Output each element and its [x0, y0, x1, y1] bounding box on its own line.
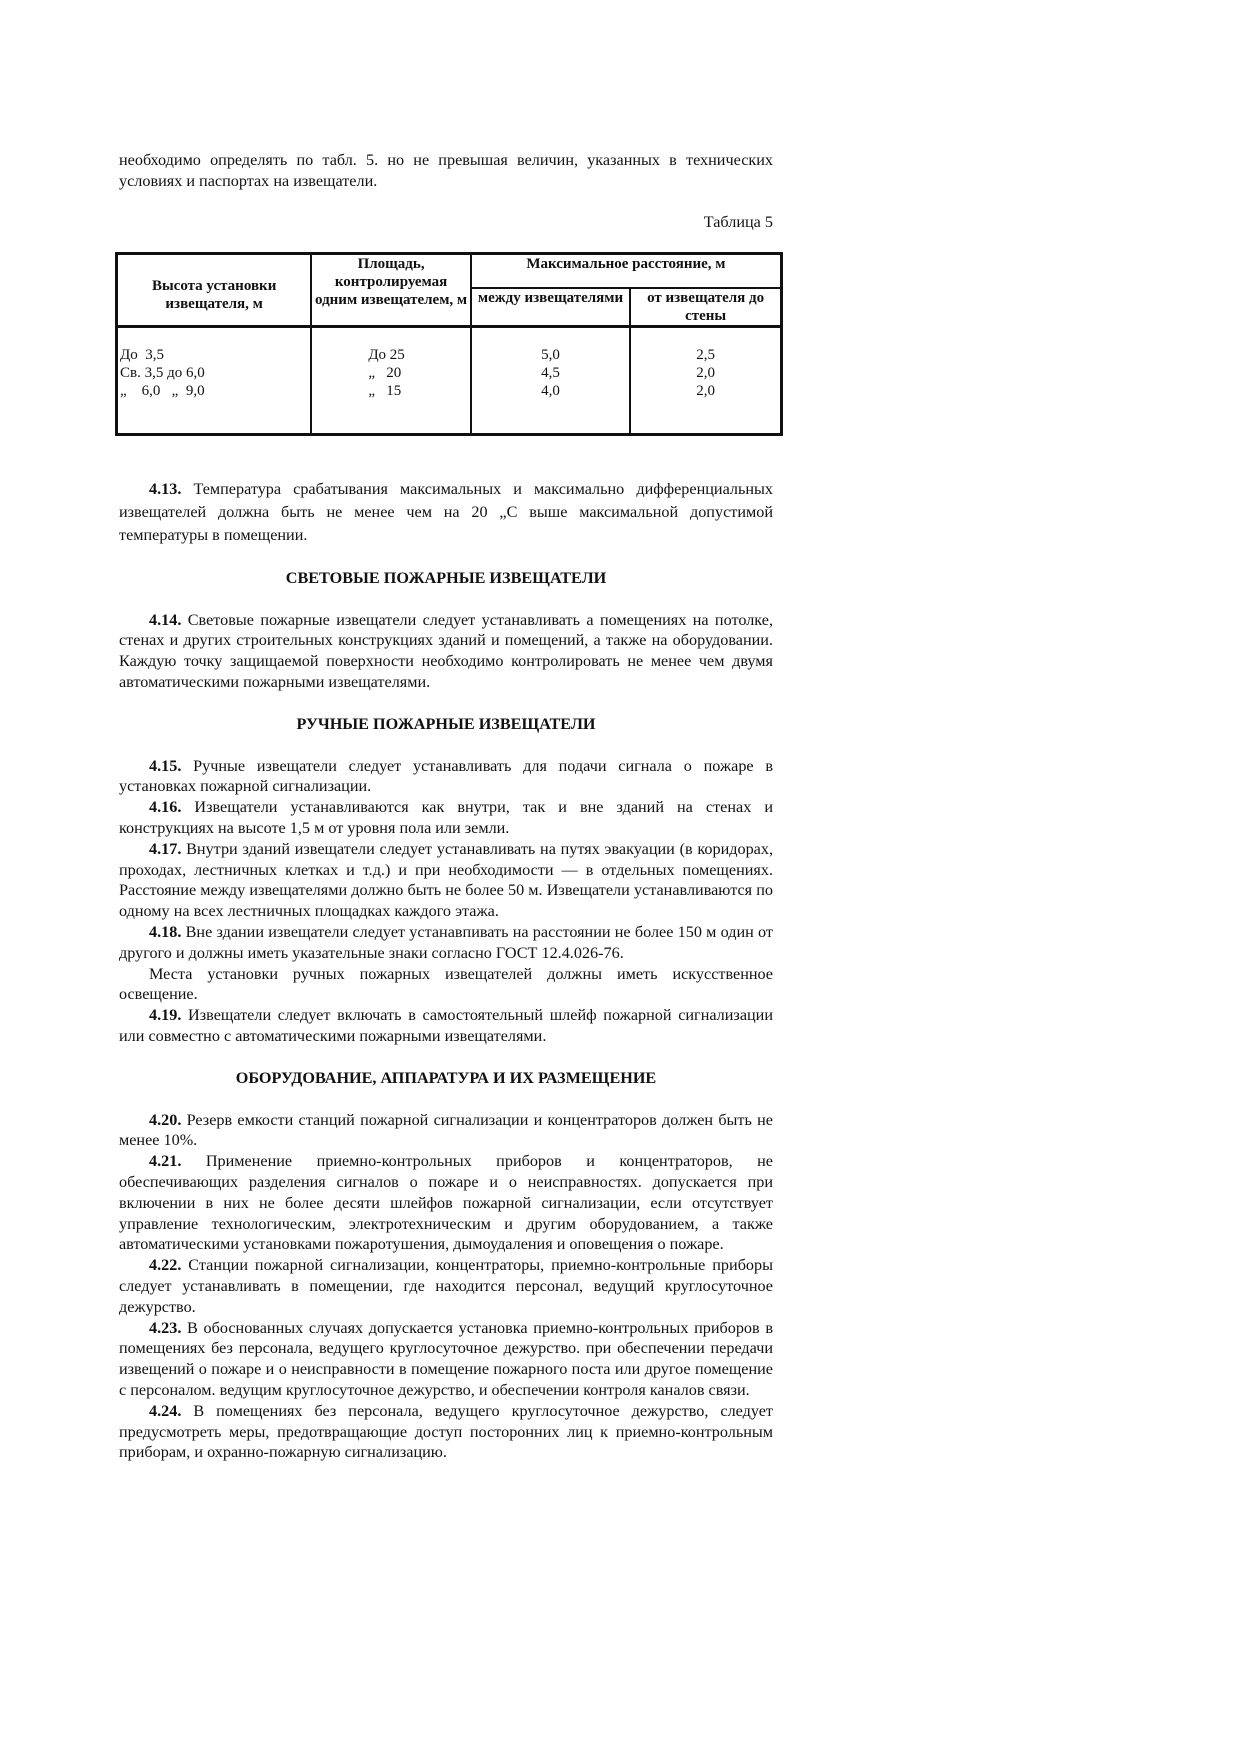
- paragraph-number: 4.14.: [149, 610, 182, 629]
- document-page: [119, 150, 773, 1463]
- table-cell: 4,5: [541, 364, 560, 381]
- paragraph-4-16: [119, 797, 773, 839]
- paragraph-number: 4.18.: [149, 923, 182, 942]
- paragraph-text: Извещатели устанавливаются как внутри, так и вне зданий на стенах и конструкциях на высоте 1,5 м от уровня пола или земли.: [119, 798, 773, 838]
- paragraph-number: 4.15.: [149, 756, 182, 775]
- header-to-wall: от извещателя до стены: [630, 288, 781, 327]
- paragraph-4-21: [119, 1151, 773, 1255]
- header-area: [311, 254, 471, 327]
- paragraph-number: 4.23.: [149, 1318, 182, 1337]
- table-cell: 5,0: [541, 346, 560, 363]
- table-caption: Таблица 5: [703, 212, 773, 231]
- paragraph-number: 4.21.: [149, 1152, 182, 1171]
- paragraph-number: 4.20.: [149, 1110, 182, 1129]
- paragraph-text: Внутри зданий извещатели следует устанавливать на путях эвакуации (в коридорах, проходах, лестничных клетках и т.д.) и при необходимости — в отдельных помещениях. Расстояние между извещателями должно быть не более 50 м. Извещатели устанавливаются по одному на всех лестничных площадках каждого этажа.: [119, 839, 773, 921]
- paragraph-4-19: [119, 1005, 773, 1047]
- table-cell: 2,0: [696, 364, 715, 381]
- paragraph-text: Вне здании извещатели следует устанавпивать на расстоянии не более 150 м один от другого и должны иметь указательные знаки согласно ГОСТ 12.4.026-76.: [119, 923, 773, 962]
- paragraph-text: Ручные извещатели следует устанавливать для подачи сигнала о пожаре в установках пожарной сигнализации.: [119, 756, 773, 796]
- col-area-values: [311, 326, 471, 434]
- paragraph-number: 4.22.: [149, 1256, 182, 1275]
- paragraph-number: 4.19.: [149, 1006, 182, 1025]
- table-cell: „ 15: [368, 382, 402, 399]
- table-cell: 4,0: [541, 382, 560, 399]
- col-height-values: [117, 326, 312, 434]
- paragraph-4-15: [119, 756, 773, 798]
- header-height-text: Высота установки извещателя, м: [151, 278, 277, 313]
- table-cell: До 3,5: [120, 346, 164, 363]
- intro-paragraph: необходимо определять по табл. 5. но не превышая величин, указанных в технических условиях и паспортах на извещатели.: [119, 151, 773, 190]
- table-cell: „ 6,0 „ 9,0: [120, 382, 205, 399]
- paragraph-number: 4.17.: [149, 839, 182, 858]
- table-cell: 2,0: [696, 382, 715, 399]
- paragraph-text: Температура срабатывания максимальных и максимально дифференциальных извещателей должна быть не менее чем на 20 „С выше максимальной допустимой температуры в помещении.: [119, 479, 773, 544]
- paragraph-4-20: [119, 1110, 773, 1152]
- paragraph-4-23: [119, 1318, 773, 1401]
- header-between: между извещателями: [471, 288, 630, 327]
- table-5: [115, 252, 783, 436]
- header-area-text: Площадь, контролируемая одним извещателем, м: [315, 256, 468, 309]
- paragraph-4-18-lighting: Места установки ручных пожарных извещателей должны иметь искусственное освещение.: [119, 964, 773, 1004]
- section-title-equipment: ОБОРУДОВАНИЕ, АППАРАТУРА И ИХ РАЗМЕЩЕНИЕ: [235, 1068, 657, 1087]
- paragraph-text: Световые пожарные извещатели следует устанавливать а помещениях на потолке, стенах и других строительных конструкциях зданий и помещений, а также на оборудовании. Каждую точку защищаемой поверхности необходимо контролировать не менее чем двумя автоматическими пожарными извещателями.: [119, 610, 773, 692]
- paragraph-number: 4.16.: [149, 798, 182, 817]
- paragraph-text: Применение приемно-контрольных приборов и концентраторов, не обеспечивающих разделения сигналов о пожаре и о неисправностях. допускается при включении в них не более десяти шлейфов пожарной сигнализации, если отсутствует управление технологическим, электротехническим и другим оборудованием, а также автоматическими установками пожаротушения, дымоудаления и оповещения о пожаре.: [119, 1152, 773, 1254]
- header-height: [117, 254, 312, 327]
- col-between-values: [471, 326, 630, 434]
- table-cell: „ 20: [368, 364, 402, 381]
- paragraph-number: 4.13.: [149, 479, 182, 498]
- paragraph-text: В обоснованных случаях допускается установка приемно-контрольных приборов в помещениях без персонала, ведущего круглосуточное дежурство. при обеспечении передачи извещений о пожаре и о неисправности в помещение пожарного поста или другое помещение с персоналом. ведущим круглосуточное дежурство, и обеспечении контроля каналов связи.: [119, 1318, 773, 1399]
- col-to-wall-values: [630, 326, 781, 434]
- section-title-light-detectors: СВЕТОВЫЕ ПОЖАРНЫЕ ИЗВЕЩАТЕЛИ: [285, 568, 607, 587]
- table-cell: Св. 3,5 до 6,0: [120, 364, 205, 381]
- paragraph-4-13: [119, 478, 773, 547]
- paragraph-number: 4.24.: [149, 1401, 182, 1420]
- table-cell: 2,5: [696, 346, 715, 363]
- paragraph-4-14: [119, 610, 773, 693]
- paragraph-text: Извещатели следует включать в самостоятельный шлейф пожарной сигнализации или совместно с автоматическими пожарными извещателями.: [119, 1006, 773, 1046]
- paragraph-4-18: [119, 922, 773, 964]
- paragraph-text: Станции пожарной сигнализации, концентраторы, приемно-контрольные приборы следует устанавливать в помещении, где находится персонал, ведущий круглосуточное дежурство.: [119, 1256, 773, 1316]
- paragraph-4-17: [119, 839, 773, 922]
- section-title-manual-detectors: РУЧНЫЕ ПОЖАРНЫЕ ИЗВЕЩАТЕЛИ: [296, 714, 596, 733]
- paragraph-4-24: [119, 1401, 773, 1463]
- paragraph-4-22: [119, 1255, 773, 1317]
- header-max-distance: Максимальное расстояние, м: [471, 254, 782, 288]
- table-cell: До 25: [368, 346, 405, 363]
- paragraph-text: В помещениях без персонала, ведущего круглосуточное дежурство, следует предусмотреть меры, предотвращающие доступ посторонних лиц к приемно-контрольным приборам, и охранно-пожарную сигнализацию.: [119, 1401, 773, 1462]
- paragraph-text: Резерв емкости станций пожарной сигнализации и концентраторов должен быть не менее 10%.: [119, 1110, 773, 1150]
